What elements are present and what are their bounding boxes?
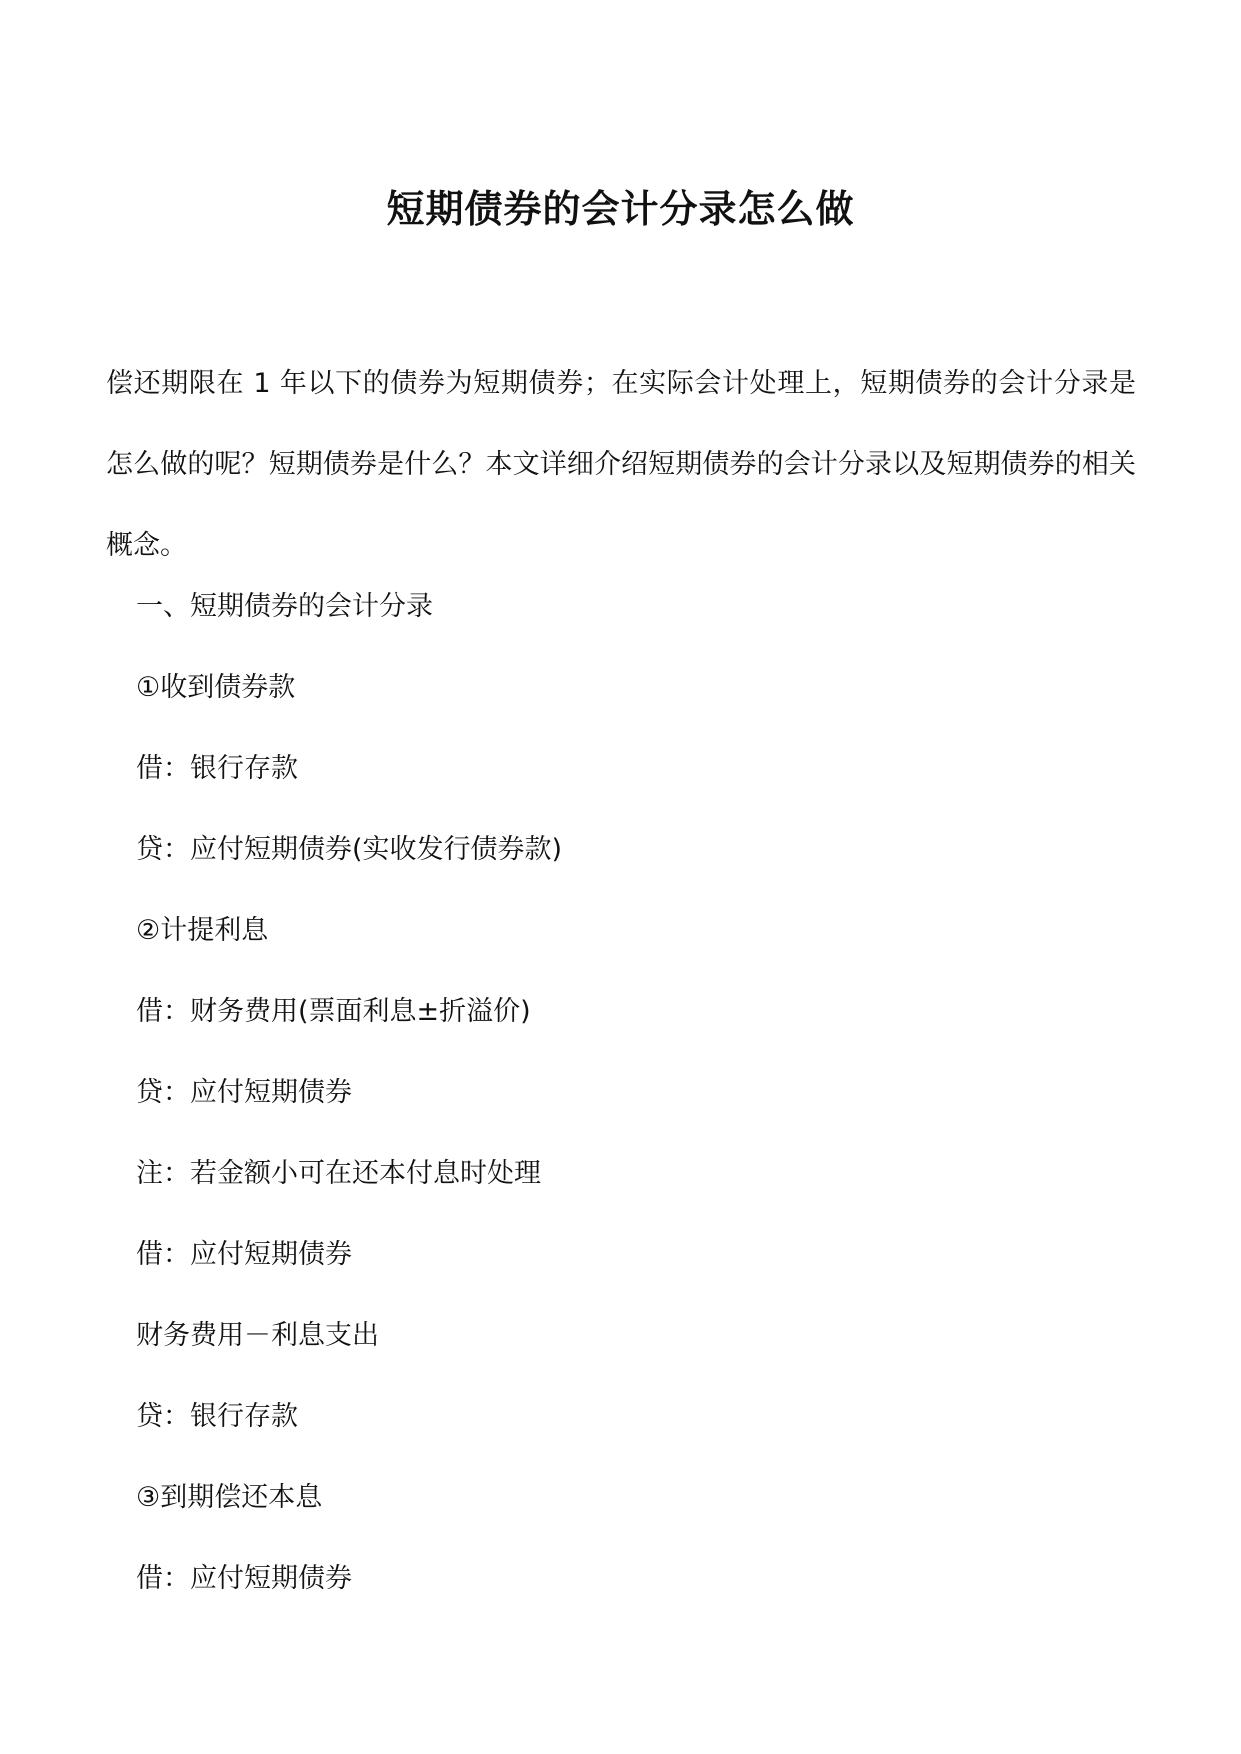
- step-accrue-interest: ②计提利息: [136, 915, 269, 946]
- entry-line: 财务费用－利息支出: [136, 1320, 379, 1351]
- entry-line: 贷：应付短期债券: [136, 1077, 352, 1108]
- entry-line: 借：财务费用(票面利息±折溢价): [136, 996, 531, 1027]
- entry-line: 贷：应付短期债券(实收发行债券款): [136, 834, 563, 865]
- entry-line: 借：应付短期债券: [136, 1239, 352, 1270]
- document-title: 短期债券的会计分录怎么做: [386, 186, 855, 232]
- note-line: 注：若金额小可在还本付息时处理: [136, 1158, 541, 1189]
- entry-line: 贷：银行存款: [136, 1401, 298, 1432]
- entry-list: [136, 583, 1136, 1636]
- section-heading-accounting-entries: 一、短期债券的会计分录: [136, 591, 433, 622]
- entry-line: 借：应付短期债券: [136, 1563, 352, 1594]
- intro-paragraph: 偿还期限在 1 年以下的债券为短期债券；在实际会计处理上，短期债券的会计分录是怎么做的呢？短期债券是什么？本文详细介绍短期债券的会计分录以及短期债券的相关概念。: [106, 368, 1136, 561]
- step-repay-principal-interest: ③到期偿还本息: [136, 1482, 323, 1513]
- step-receive-bond-payment: ①收到债券款: [136, 672, 296, 703]
- entry-line: 借：银行存款: [136, 753, 298, 784]
